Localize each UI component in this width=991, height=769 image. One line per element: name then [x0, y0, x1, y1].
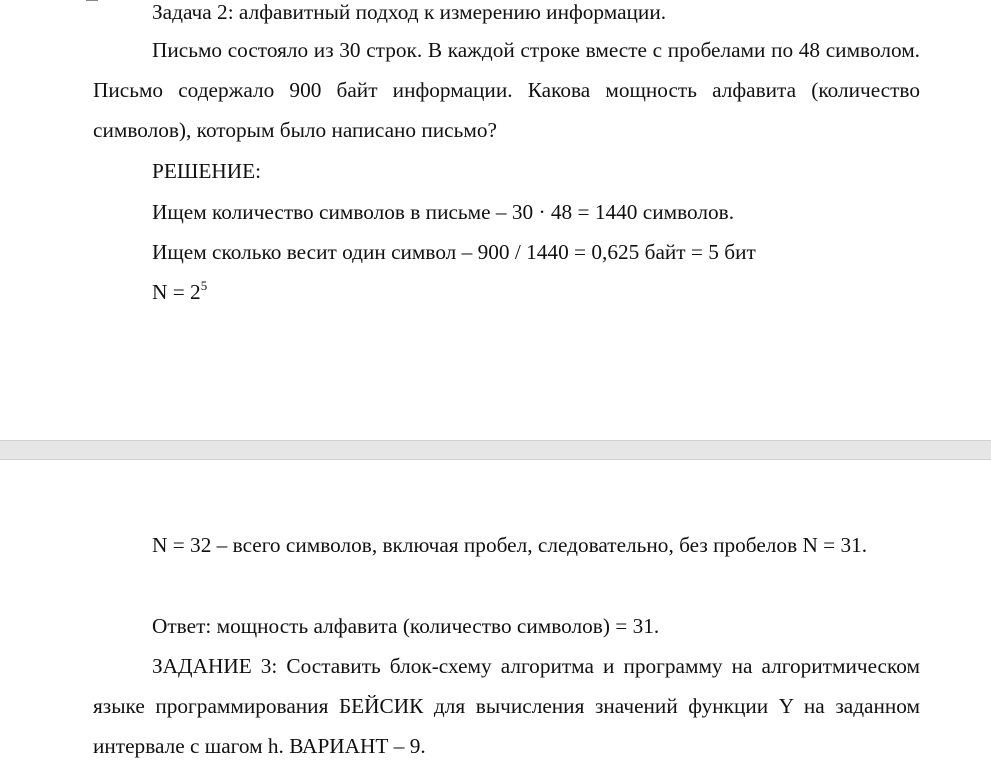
- page-corner-mark: [86, 0, 98, 1]
- formula-base: N = 2: [152, 280, 201, 304]
- document-page-2: [0, 460, 991, 769]
- solution-step-2: Ищем сколько весит один символ – 900 / 1440 = 0,625 байт = 5 бит: [152, 240, 756, 264]
- task3-paragraph: ЗАДАНИЕ 3: Составить блок-схему алгоритма и программу на алгоритмическом языке программирования БЕЙСИК для вычисления значений функции Y на заданном интервале с шагом h. ВАРИАНТ – 9.: [93, 654, 920, 759]
- task2-title: Задача 2: алфавитный подход к измерению информации.: [152, 0, 667, 24]
- formula-line: [152, 272, 207, 312]
- formula-exponent: 5: [200, 278, 208, 293]
- solution-step-1: Ищем количество символов в письме – 30 · 48 = 1440 символов.: [152, 200, 735, 224]
- solution-label: РЕШЕНИЕ:: [152, 159, 262, 183]
- page-separator: [0, 440, 991, 460]
- n-statement-paragraph: N = 32 – всего символов, включая пробел, следовательно, без пробелов N = 31.: [152, 533, 868, 557]
- answer-line: Ответ: мощность алфавита (количество символов) = 31.: [152, 614, 660, 638]
- problem-paragraph: Письмо состояло из 30 строк. В каждой строке вместе с пробелами по 48 символом. Письмо содержало 900 байт информации. Какова мощность алфавита (количество символов), которым было написано письмо?: [93, 38, 920, 143]
